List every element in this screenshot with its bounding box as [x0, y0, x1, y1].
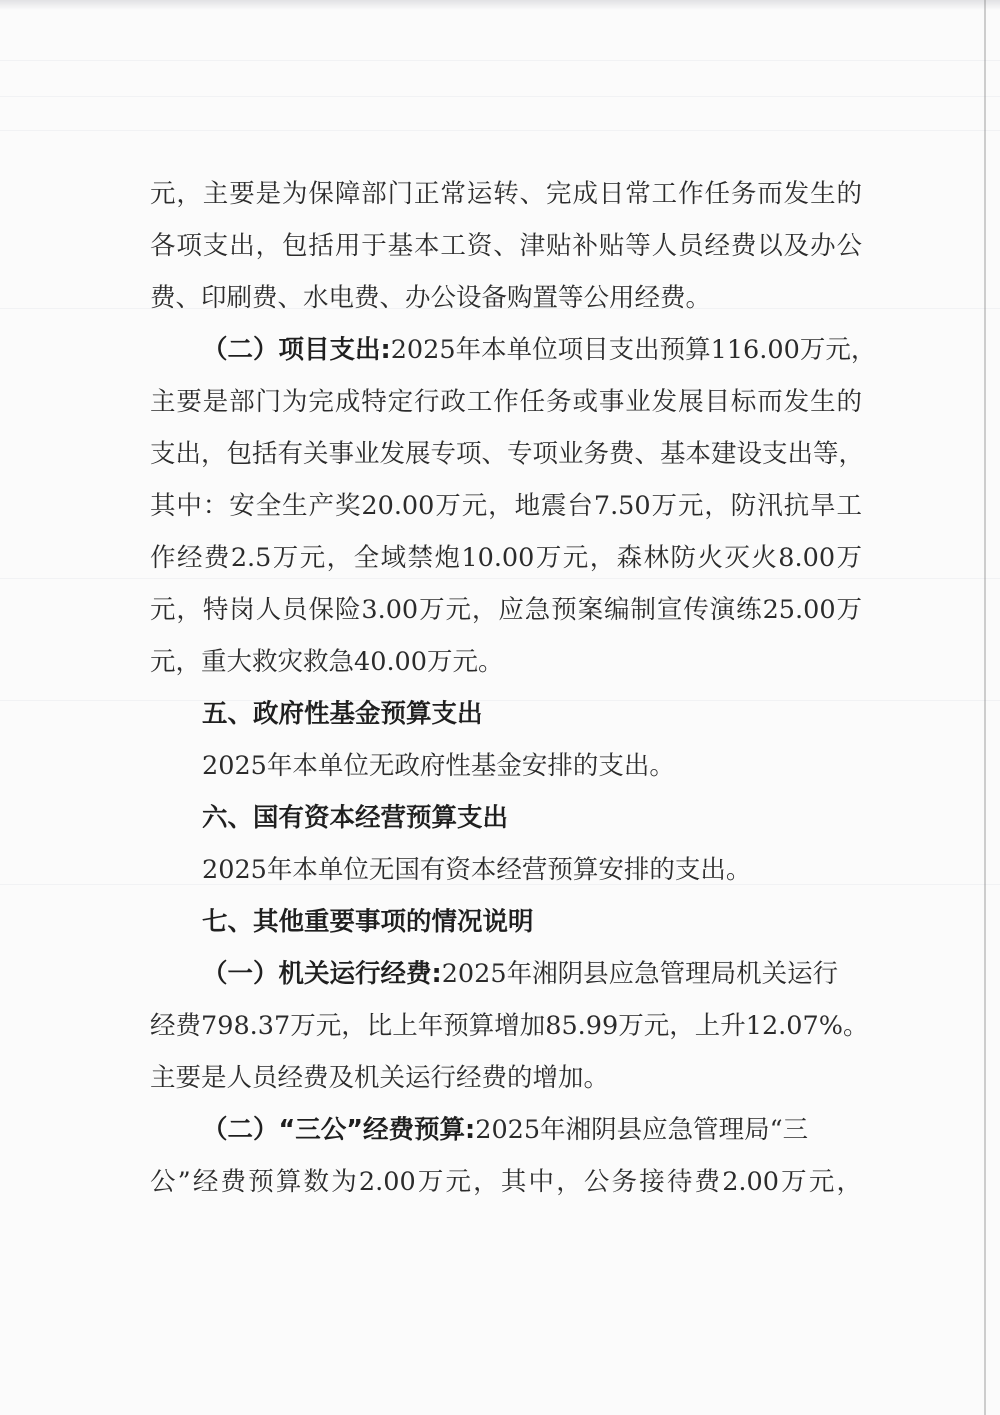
paragraph-line: 公”经费预算数为2.00万元，其中，公务接待费2.00万元，	[150, 1167, 862, 1197]
paragraph-line: 作经费2.5万元，全域禁炮10.00万元，森林防火灭火8.00万	[150, 543, 862, 573]
section-heading-6: 六、国有资本经营预算支出	[202, 803, 509, 833]
paragraph-line: 元，重大救灾救急40.00万元。	[150, 647, 504, 677]
paragraph-line: 主要是部门为完成特定行政工作任务或事业发展目标而发生的	[150, 387, 862, 417]
operating-expenses-text: 2025年湘阴县应急管理局机关运行	[441, 959, 839, 989]
three-public-expenses-label: （二）“三公”经费预算:	[202, 1115, 476, 1145]
scan-artifact	[0, 130, 1000, 131]
three-public-expenses-text: 2025年湘阴县应急管理局“三	[475, 1115, 809, 1145]
paragraph-line: 经费798.37万元，比上年预算增加85.99万元，上升12.07%。	[150, 1011, 869, 1041]
three-public-expenses-line	[150, 1104, 862, 1156]
paragraph-line: 各项支出，包括用于基本工资、津贴补贴等人员经费以及办公	[150, 231, 862, 261]
section-heading-5: 五、政府性基金预算支出	[202, 699, 483, 729]
project-expenditure-text: 2025年本单位项目支出预算116.00万元，	[390, 335, 877, 365]
project-expenditure-label: （二）项目支出:	[202, 335, 391, 365]
scan-top-edge	[0, 0, 1000, 10]
paragraph-line: 2025年本单位无政府性基金安排的支出。	[202, 751, 675, 781]
paragraph-line: 费、印刷费、水电费、办公设备购置等公用经费。	[150, 283, 712, 313]
paragraph-line: 主要是人员经费及机关运行经费的增加。	[150, 1063, 610, 1093]
project-expenditure-line	[150, 324, 877, 376]
document-body	[150, 168, 877, 1208]
paragraph-line: 支出，包括有关事业发展专项、专项业务费、基本建设支出等，	[150, 439, 865, 469]
scan-right-edge	[984, 0, 986, 1415]
operating-expenses-line	[150, 948, 862, 1000]
operating-expenses-label: （一）机关运行经费:	[202, 959, 442, 989]
scan-artifact	[0, 60, 1000, 61]
paragraph-line: 元，主要是为保障部门正常运转、完成日常工作任务而发生的	[150, 179, 862, 209]
paragraph-line: 其中：安全生产奖20.00万元，地震台7.50万元，防汛抗旱工	[150, 491, 862, 521]
paragraph-line: 元，特岗人员保险3.00万元，应急预案编制宣传演练25.00万	[150, 595, 862, 625]
scan-artifact	[0, 96, 1000, 97]
section-heading-7: 七、其他重要事项的情况说明	[202, 907, 534, 937]
paragraph-line: 2025年本单位无国有资本经营预算安排的支出。	[202, 855, 752, 885]
